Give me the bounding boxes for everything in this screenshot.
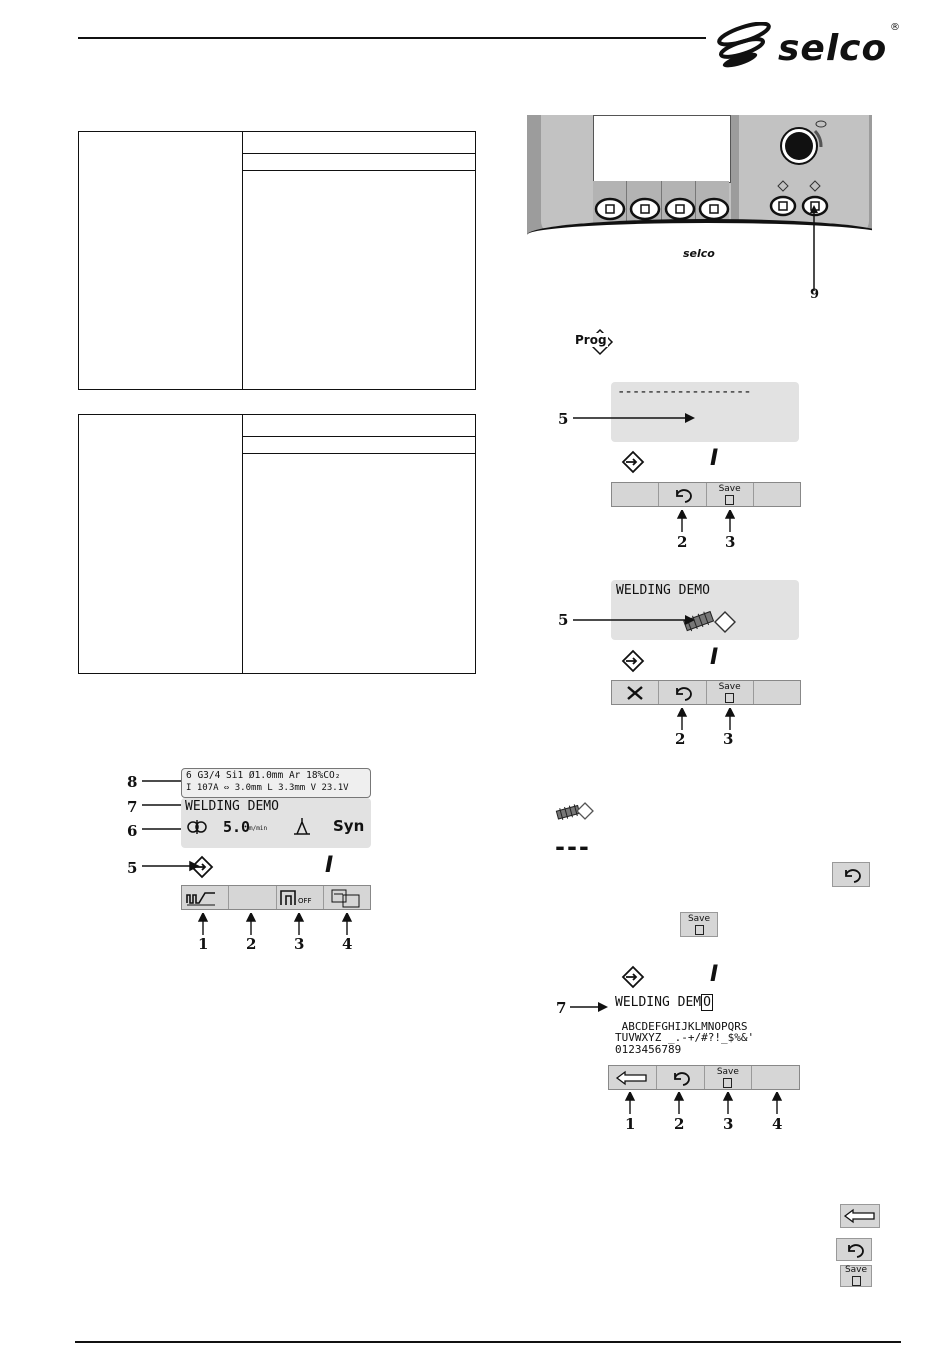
display-c-number-1: 1 <box>625 1115 636 1133</box>
display-b-number-3: 3 <box>723 730 734 748</box>
charset-line-2: TUVWXYZ _.-+/#?!_$%&' <box>615 1031 755 1044</box>
callout-6: 6 <box>127 822 138 840</box>
double-pulse-off-icon <box>278 888 322 908</box>
legend-save-icon: Save <box>680 912 718 937</box>
display-a-callout-arrow <box>571 410 696 426</box>
display-a-softkey-4[interactable] <box>754 483 800 506</box>
info-box <box>181 768 371 798</box>
display-a-arrows <box>665 510 735 534</box>
display-c-name: WELDING DEM O <box>615 995 711 1010</box>
display-b-figure <box>555 578 805 753</box>
display-b-save-button[interactable]: Save <box>707 681 754 704</box>
callout-8: 8 <box>127 773 138 791</box>
wire-unit: m/min <box>249 825 268 832</box>
display-a-softkey-1[interactable] <box>612 483 659 506</box>
legend-save-icon-2: Save <box>840 1265 872 1287</box>
selco-logo <box>714 22 899 70</box>
cursor-indicator: I <box>325 853 334 878</box>
display-a-undo-button[interactable] <box>659 483 706 506</box>
display-b-undo-button[interactable] <box>659 681 706 704</box>
display-a-cursor: I <box>710 446 719 471</box>
prog-icon: Prog <box>574 328 614 358</box>
display-c-program-icon <box>621 965 645 989</box>
callout-5: 5 <box>127 859 138 877</box>
table-1 <box>78 131 476 390</box>
backspace-arrow-icon <box>615 1070 649 1086</box>
display-a-number-3: 3 <box>725 533 736 551</box>
display-a-softkeys <box>611 482 801 507</box>
display-a-program-icon <box>621 450 645 474</box>
svg-text:OFF: OFF <box>297 896 312 905</box>
mode-syn: Syn <box>333 817 365 835</box>
display-c-softkey-4[interactable] <box>752 1066 799 1089</box>
info-line-1: 6 G3/4 Si1 Ø1.0mm Ar 18%CO₂ <box>186 770 341 781</box>
info-line-2: I 107A ⇔ 3.0mm L 3.3mm V 23.1V <box>186 783 349 793</box>
legend-undo-icon-2 <box>836 1238 872 1261</box>
display-c-callout-arrow <box>568 999 610 1015</box>
logo-text: selco <box>778 28 888 69</box>
display-c-figure <box>553 962 808 1135</box>
save-disk-icon <box>725 495 734 505</box>
save-disk-icon <box>725 693 734 703</box>
display-c-cursor: I <box>710 962 719 987</box>
display-c-number-3: 3 <box>723 1115 734 1133</box>
selco-swirl-icon <box>714 22 774 70</box>
callout-7: 7 <box>127 798 138 816</box>
display-a-callout-5: 5 <box>558 410 569 428</box>
display-b-name: WELDING DEMO <box>616 583 710 598</box>
program-buttons <box>767 179 837 223</box>
softkey-3[interactable] <box>277 886 324 909</box>
header-rule <box>78 37 706 39</box>
charset-line-1: ABCDEFGHIJKLMNOPQRS <box>615 1020 748 1033</box>
main-lcd <box>181 798 371 848</box>
wire-feed-icon <box>187 820 207 834</box>
button-number-2: 2 <box>246 935 257 953</box>
display-b-callout-5: 5 <box>558 611 569 629</box>
display-c-number-4: 4 <box>772 1115 783 1133</box>
button-number-1: 1 <box>198 935 209 953</box>
save-disk-icon <box>723 1078 732 1088</box>
panel-screen <box>593 115 731 183</box>
table-2 <box>78 414 476 674</box>
undo-icon <box>671 486 693 504</box>
display-c-callout-7: 7 <box>556 999 567 1017</box>
delete-x-icon <box>625 684 645 702</box>
legend-backspace-icon <box>840 1204 880 1228</box>
display-b-program-icon <box>621 649 645 673</box>
display-b-callout-arrow <box>571 612 696 628</box>
display-c-backspace-button[interactable] <box>609 1066 657 1089</box>
undo-icon <box>671 684 693 702</box>
program-select-icon <box>190 855 214 879</box>
registered-mark: ® <box>890 22 900 33</box>
display-a-dashes: ------------------ <box>617 384 751 400</box>
display-a-number-2: 2 <box>677 533 688 551</box>
softkey-2[interactable] <box>229 886 276 909</box>
main-knob-icon <box>775 117 835 169</box>
display-a-figure <box>555 380 805 555</box>
display-c-number-2: 2 <box>674 1115 685 1133</box>
display-b-number-2: 2 <box>675 730 686 748</box>
menu-screen-icon <box>329 888 365 908</box>
legend-undo-icon <box>832 862 870 887</box>
main-display-figure <box>120 765 380 955</box>
callout-9: 9 <box>810 287 820 302</box>
legend-memory-chip-icon <box>553 800 595 824</box>
pulse-wave-icon <box>185 889 225 907</box>
legend-dashes: --- <box>555 833 591 861</box>
panel-brand: selco <box>683 247 715 260</box>
display-b-softkey-4[interactable] <box>754 681 800 704</box>
program-name: WELDING DEMO <box>185 799 279 814</box>
softkey-1[interactable] <box>182 886 229 909</box>
display-c-undo-button[interactable] <box>657 1066 705 1089</box>
display-c-arrows <box>608 1092 800 1116</box>
softkey-arrows <box>181 913 371 937</box>
footer-rule <box>75 1341 901 1343</box>
display-b-softkeys <box>611 680 801 705</box>
wire-speed: 5.0 <box>223 818 251 836</box>
display-c-save-button[interactable]: Save <box>705 1066 753 1089</box>
button-number-4: 4 <box>342 935 353 953</box>
torch-icon <box>291 818 313 836</box>
display-a-save-button[interactable]: Save <box>707 483 754 506</box>
undo-icon <box>669 1069 691 1087</box>
callout-9-leader <box>806 205 826 293</box>
display-b-lcd <box>611 580 799 640</box>
charset-line-3: 0123456789 <box>615 1043 682 1056</box>
name-edit-cursor: O <box>703 995 711 1010</box>
softkey-4[interactable] <box>324 886 370 909</box>
main-softkey-bar <box>181 885 371 910</box>
display-b-arrows <box>665 708 735 732</box>
button-number-3: 3 <box>294 935 305 953</box>
display-c-softkeys <box>608 1065 800 1090</box>
display-b-cursor: I <box>710 645 719 670</box>
display-b-delete-button[interactable] <box>612 681 659 704</box>
